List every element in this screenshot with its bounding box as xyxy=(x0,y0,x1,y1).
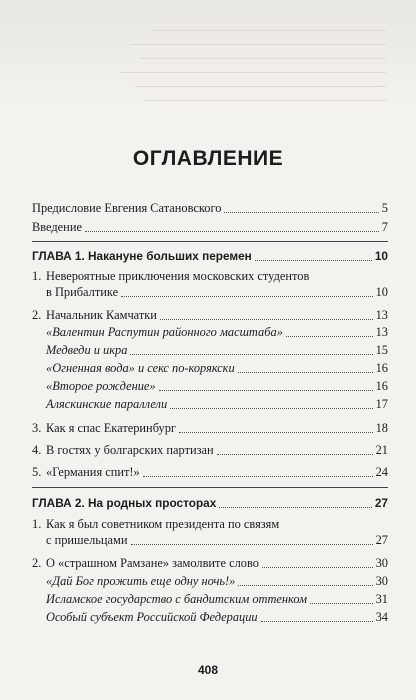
toc-entry-2-1[interactable]: 1. Как я был советником президента по связям xyxy=(32,517,280,531)
section-divider xyxy=(32,241,388,242)
toc-entry-1-1-cont[interactable]: в Прибалтике 10 xyxy=(46,285,388,299)
toc-entry-preface[interactable]: Предисловие Евгения Сатановского 5 xyxy=(32,201,388,215)
toc-subentry-1-2a[interactable]: «Валентин Распутин районного масштаба» 13 xyxy=(46,325,388,339)
toc-subentry-2-2c[interactable]: Особый субъект Российской Федерации 34 xyxy=(46,610,388,624)
toc-subentry-1-2e[interactable]: Аляскинские параллели 17 xyxy=(46,397,388,411)
toc-chapter-2[interactable]: ГЛАВА 2. На родных просторах 27 xyxy=(32,496,388,510)
toc-entry-1-4[interactable]: 4. В гостях у болгарских партизан 21 xyxy=(32,443,388,457)
toc-chapter-1[interactable]: ГЛАВА 1. Накануне больших перемен 10 xyxy=(32,249,388,263)
toc-subentry-2-2b[interactable]: Исламское государство с бандитским оттенком 31 xyxy=(46,592,388,606)
toc-subentry-1-2d[interactable]: «Второе рождение» 16 xyxy=(46,379,388,393)
previous-page-bleed xyxy=(0,0,416,110)
toc-subentry-2-2a[interactable]: «Дай Бог прожить еще одну ночь!» 30 xyxy=(46,574,388,588)
toc-subentry-1-2b[interactable]: Медведи и икра 15 xyxy=(46,343,388,357)
section-divider xyxy=(32,487,388,488)
toc-entry-2-1-cont[interactable]: с пришельцами 27 xyxy=(46,533,388,547)
toc-entry-1-2[interactable]: 2. Начальник Камчатки 13 xyxy=(32,308,388,322)
toc-entry-2-2[interactable]: 2. О «страшном Рамзане» замолвите слово 30 xyxy=(32,556,388,570)
toc-entry-intro[interactable]: Введение 7 xyxy=(32,220,388,234)
toc-subentry-1-2c[interactable]: «Огненная вода» и секс по-корякски 16 xyxy=(46,361,388,375)
toc-entry-1-3[interactable]: 3. Как я спас Екатеринбург 18 xyxy=(32,421,388,435)
page-title: ОГЛАВЛЕНИЕ xyxy=(132,147,284,170)
page-number: 408 xyxy=(197,663,219,677)
toc-entry-1-1[interactable]: 1. Невероятные приключения московских студентов xyxy=(32,269,310,283)
toc-entry-1-5[interactable]: 5. «Германия спит!» 24 xyxy=(32,465,388,479)
